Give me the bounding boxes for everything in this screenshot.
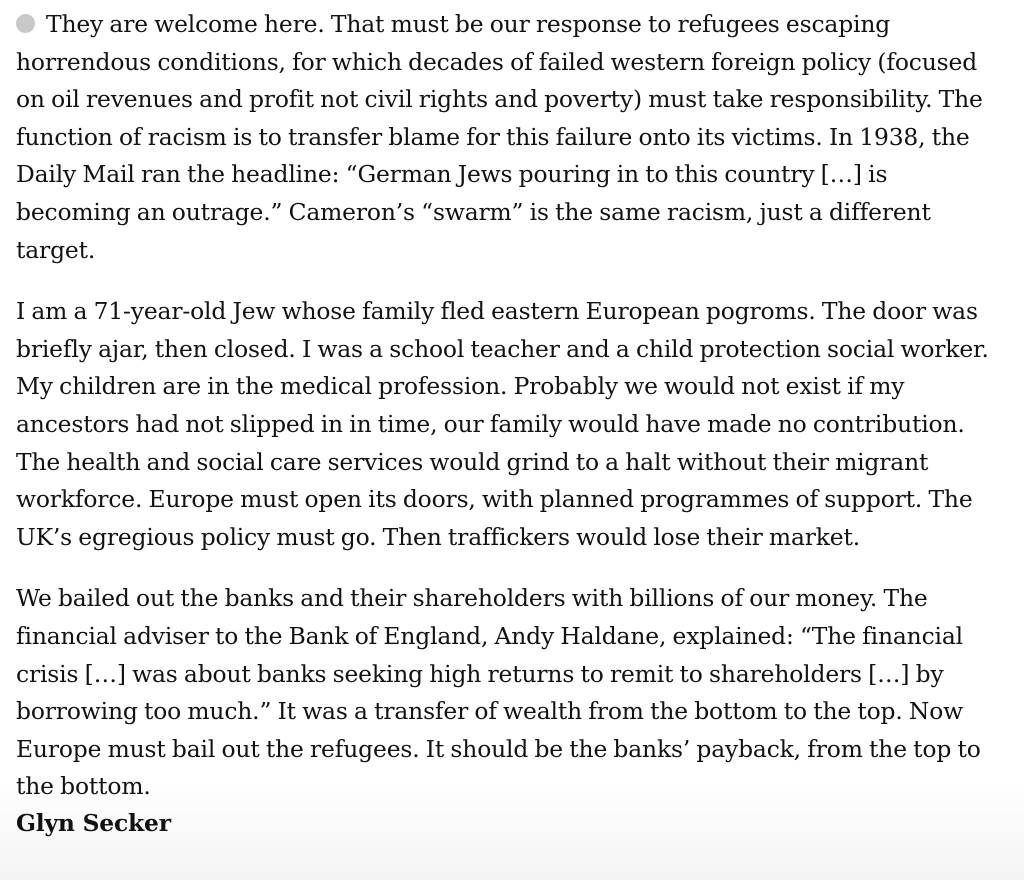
letter-paragraph-3: We bailed out the banks and their shareholders with billions of our money. The financial adviser to the Bank of England, Andy Haldane, explained: “The financial crisis […] was about banks seeking high returns to remit to shareholders […] by borrowing too much.” It was a transfer of wealth from the bottom to the top. Now Europe must bail out the refugees. It should be the banks’ payback, from the top to the bottom. — [16, 584, 981, 801]
paragraph-1-text: They are welcome here. That must be our response to refugees escaping horrendous conditions, for which decades of failed western foreign policy (focused on oil revenues and profit not civil rights and poverty) must take responsibility. The function of racism is to transfer blame for this failure onto its victims. In 1938, the Daily Mail ran the headline: “German Jews pouring in to this country […] is becoming an outrage.” Cameron’s “swarm” is the same racism, just a different target. — [16, 10, 983, 264]
letter-paragraph-1 — [16, 6, 994, 269]
letter-paragraph-2: I am a 71-year-old Jew whose family fled eastern European pogroms. The door was briefly ajar, then closed. I was a school teacher and a child protection social worker. My children are in the medical profession. Probably we would not exist if my ancestors had not slipped in in time, our family would have made no contribution. The health and social care services would grind to a halt without their migrant workforce. Europe must open its doors, with planned programmes of support. The UK’s egregious policy must go. Then traffickers would lose their market. — [16, 297, 989, 551]
circle-bullet-icon — [16, 14, 35, 33]
author-signature: Glyn Secker — [16, 808, 171, 837]
